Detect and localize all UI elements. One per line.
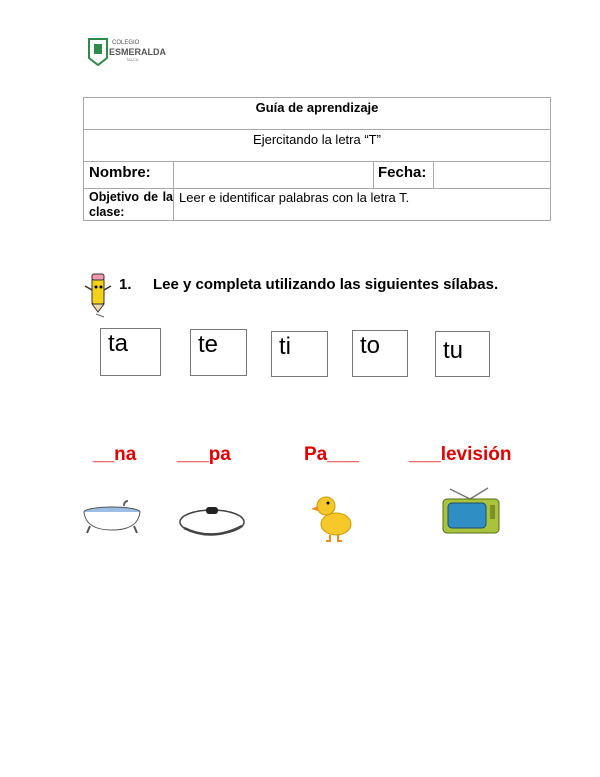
pot-lid-icon bbox=[178, 500, 248, 540]
school-crest-icon bbox=[88, 38, 108, 66]
school-logo bbox=[88, 38, 174, 68]
date-label: Fecha: bbox=[373, 161, 434, 189]
pencil-mascot-icon bbox=[82, 272, 114, 318]
duck-icon bbox=[310, 490, 354, 545]
guide-subtitle: Ejercitando la letra “T” bbox=[83, 129, 551, 162]
objective-label: Objetivo de la clase: bbox=[83, 188, 174, 221]
name-field[interactable] bbox=[173, 161, 374, 189]
bathtub-icon bbox=[82, 498, 144, 538]
logo-text-esmeralda: ESMERALDA bbox=[109, 47, 167, 57]
exercise-number: 1. bbox=[119, 276, 132, 293]
television-icon bbox=[440, 487, 502, 537]
objective-text: Leer e identificar palabras con la letra T. bbox=[173, 188, 551, 221]
date-field[interactable] bbox=[433, 161, 551, 189]
syllable-box: tu bbox=[435, 331, 490, 377]
word-blank-pato: Pa___ bbox=[304, 444, 359, 465]
syllable-box: te bbox=[190, 329, 247, 376]
logo-text-colegio: COLEGIO bbox=[112, 40, 140, 46]
word-blank-tapa: ___pa bbox=[177, 444, 231, 465]
syllable-box: ta bbox=[100, 328, 161, 376]
word-blank-tina: __na bbox=[93, 444, 137, 465]
syllable-box: to bbox=[352, 330, 408, 377]
exercise-instruction: Lee y completa utilizando las siguientes sílabas. bbox=[153, 276, 499, 293]
word-blank-television: ___levisión bbox=[409, 444, 512, 465]
guide-title: Guía de aprendizaje bbox=[83, 97, 551, 130]
logo-text-talca: TALCA bbox=[126, 57, 139, 62]
syllable-box: ti bbox=[271, 331, 328, 377]
name-label: Nombre: bbox=[83, 161, 174, 189]
